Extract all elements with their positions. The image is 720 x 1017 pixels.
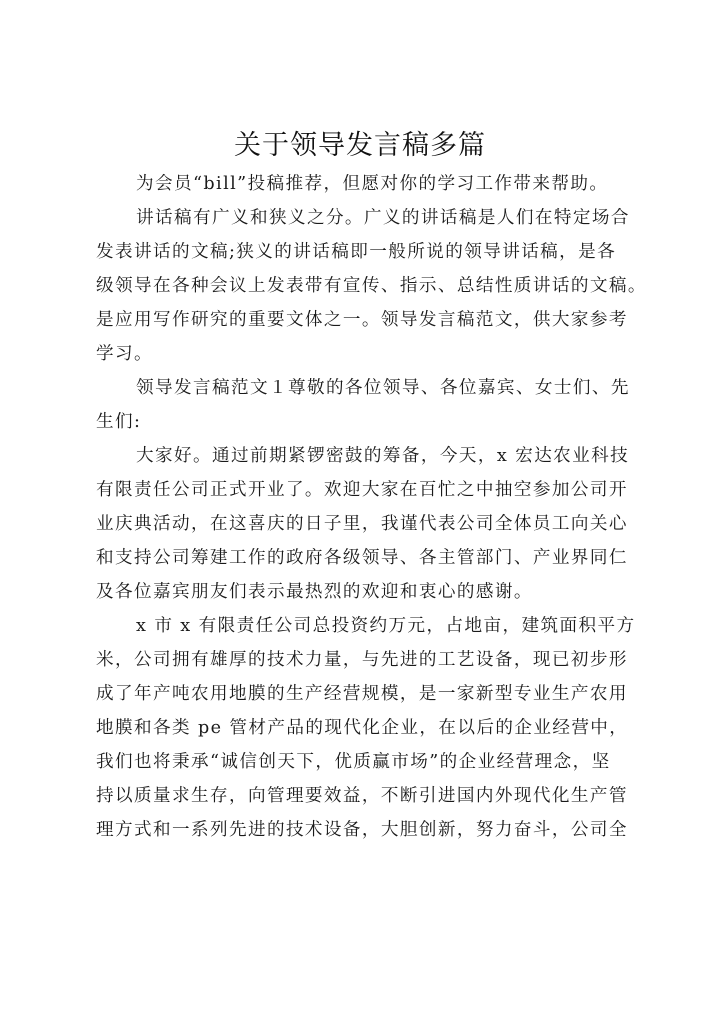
- paragraph-line: 领导发言稿范文１尊敬的各位领导、各位嘉宾、女士们、先: [136, 378, 630, 398]
- paragraph-line: 及各位嘉宾朋友们表示最热烈的欢迎和衷心的感谢。: [96, 582, 533, 602]
- paragraph-line: 我们也将秉承“诚信创天下，优质赢市场”的企业经营理念，坚: [96, 752, 611, 772]
- paragraph-line: 米，公司拥有雄厚的技术力量，与先进的工艺设备，现已初步形: [96, 650, 628, 670]
- paragraph-line: 学习。: [96, 344, 153, 364]
- paragraph-line: 大家好。通过前期紧锣密鼓的筹备，今天，x 宏达农业科技: [136, 446, 630, 466]
- document-title: 关于领导发言稿多篇: [234, 130, 486, 161]
- paragraph-line: 是应用写作研究的重要文体之一。领导发言稿范文，供大家参考: [96, 310, 628, 330]
- paragraph-line: x 市 x 有限责任公司总投资约万元，占地亩，建筑面积平方: [136, 616, 636, 636]
- paragraph-line: 有限责任公司正式开业了。欢迎大家在百忙之中抽空参加公司开: [96, 480, 628, 500]
- paragraph-line: 级领导在各种会议上发表带有宣传、指示、总结性质讲话的文稿。: [96, 276, 647, 296]
- paragraph-line: 持以质量求生存，向管理要效益，不断引进国内外现代化生产管: [96, 786, 628, 806]
- paragraph-line: 成了年产吨农用地膜的生产经营规模，是一家新型专业生产农用: [96, 684, 628, 704]
- paragraph-line: 和支持公司筹建工作的政府各级领导、各主管部门、产业界同仁: [96, 548, 628, 568]
- paragraph-line: 地膜和各类 pe 管材产品的现代化企业，在以后的企业经营中，: [96, 718, 629, 738]
- paragraph-line: 生们:: [96, 412, 142, 432]
- paragraph-line: 为会员“bill”投稿推荐，但愿对你的学习工作带来帮助。: [136, 174, 609, 194]
- paragraph-line: 业庆典活动，在这喜庆的日子里，我谨代表公司全体员工向关心: [96, 514, 628, 534]
- paragraph-line: 发表讲话的文稿;狭义的讲话稿即一般所说的领导讲话稿，是各: [96, 242, 617, 262]
- paragraph-line: 理方式和一系列先进的技术设备，大胆创新，努力奋斗，公司全: [96, 820, 628, 840]
- paragraph-line: 讲话稿有广义和狭义之分。广义的讲话稿是人们在特定场合: [136, 208, 630, 228]
